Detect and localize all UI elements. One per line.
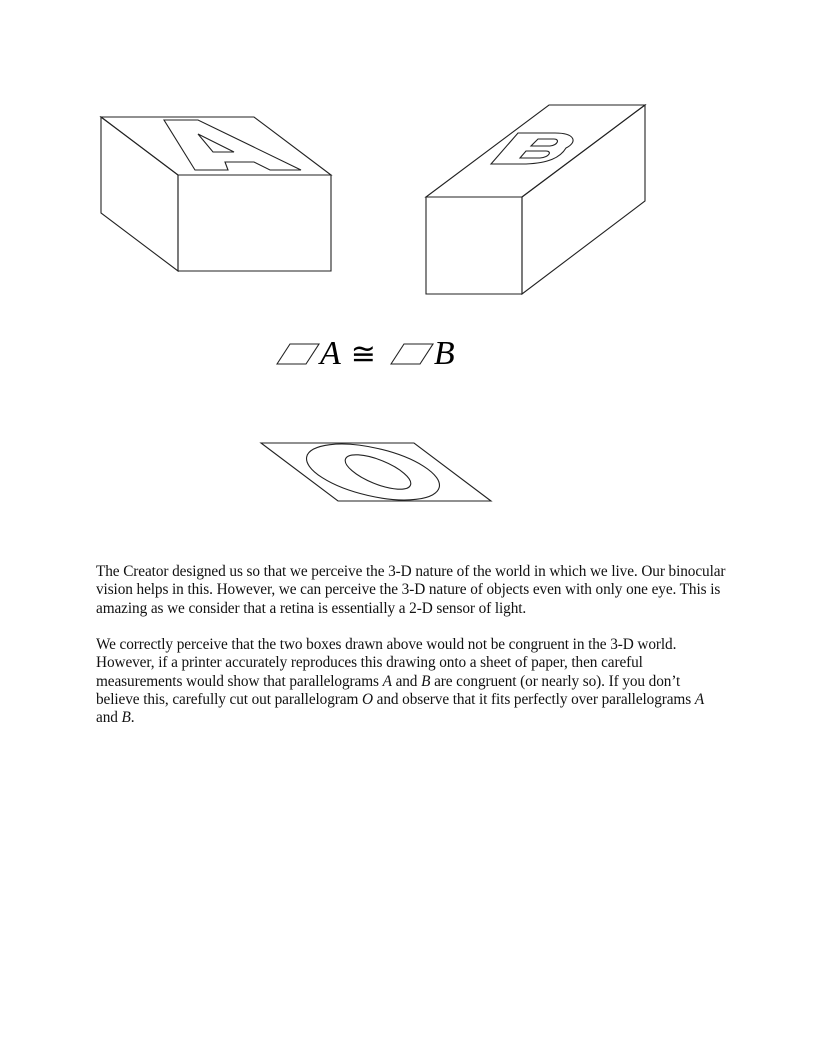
box-a xyxy=(101,117,331,271)
paragraph-perception: The Creator designed us so that we perceive the 3-D nature of the world in which we live. Our binocular vision helps in this. However, we can perceive the 3-D nature of objects even with only one eye. This is amazing as we consider that a retina is essentially a 2-D sensor of light. xyxy=(96,563,726,617)
letter-b-glyph xyxy=(491,133,573,164)
equation-var-b: B xyxy=(433,335,455,372)
paragraph-congruence xyxy=(96,636,726,727)
text-run: We correctly perceive that the two boxes drawn above would not be congruent in the 3-D world. However, if a printer accurately reproduces this drawing onto a sheet of paper, then careful measurements would show that parallelograms xyxy=(96,636,677,690)
box-a-side-face xyxy=(101,117,178,271)
parallelogram-o-shape xyxy=(261,443,491,501)
text-run: . xyxy=(130,709,135,727)
var-a: A xyxy=(694,690,705,708)
var-b: B xyxy=(121,709,131,727)
letter-o-outer xyxy=(301,433,444,510)
box-b-front-face xyxy=(426,197,522,294)
text-run: and xyxy=(391,672,422,690)
var-b: B xyxy=(421,672,431,690)
var-a: A xyxy=(382,672,392,690)
parallelogram-icon xyxy=(390,342,434,366)
parallelogram-o xyxy=(261,433,491,510)
box-b xyxy=(426,105,645,294)
equation-var-a: A xyxy=(320,335,341,372)
text-run: and observe that it fits perfectly over parallelograms xyxy=(372,690,695,708)
var-o: O xyxy=(361,690,373,708)
parallelogram-icon xyxy=(276,342,320,366)
text-run: are congruent (or nearly so). If you don’t believe this, carefully cut out parallelogram xyxy=(96,672,681,708)
congruent-symbol: ≅ xyxy=(350,337,376,371)
text-run: and xyxy=(96,709,122,727)
letter-o-inner xyxy=(341,448,415,496)
congruence-equation xyxy=(276,334,455,374)
box-a-front-face xyxy=(178,175,331,271)
box-a-top-face xyxy=(101,117,331,175)
letter-a-glyph xyxy=(164,120,301,170)
